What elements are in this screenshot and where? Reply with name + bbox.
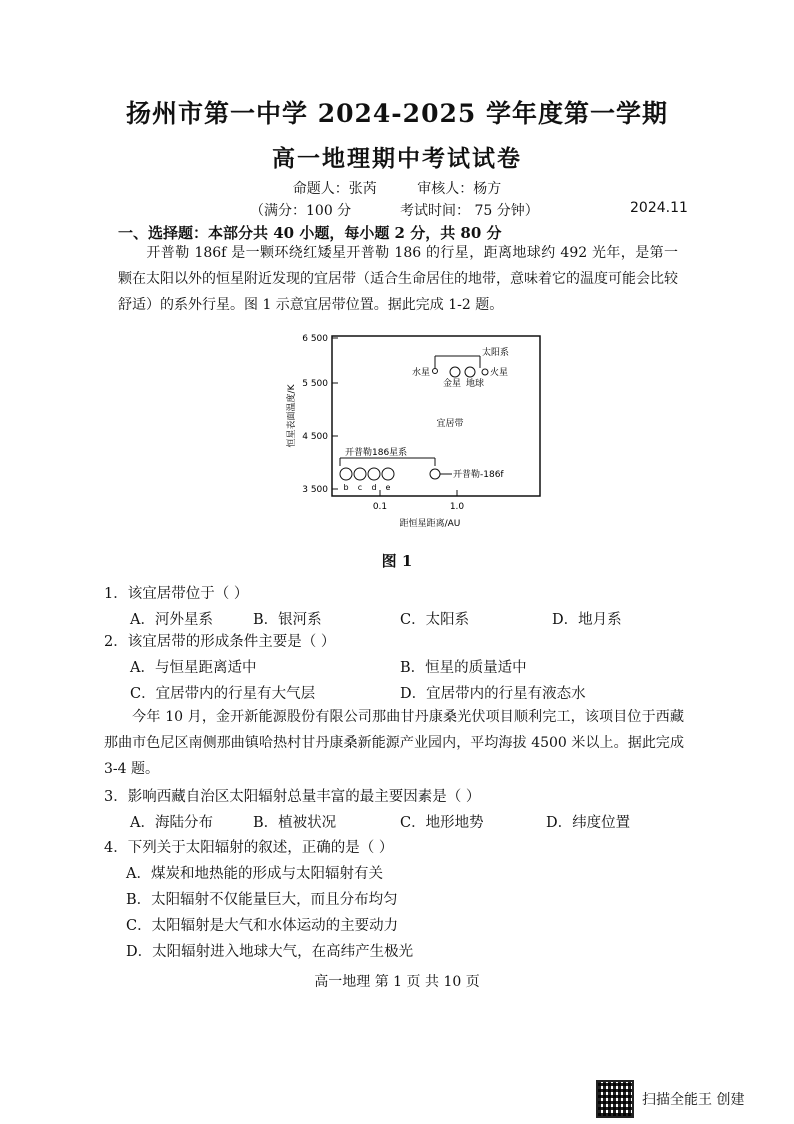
q4-option-c: C．太阳辐射是大气和水体运动的主要动力 [126, 918, 399, 934]
figure-caption: 图 1 [381, 552, 413, 570]
venus-label: 金星 [442, 379, 462, 389]
watermark-text: 扫描全能王 创建 [642, 1092, 745, 1108]
reviewer: 审核人：杨方 [417, 181, 502, 197]
exam-date: 2024.11 [630, 200, 688, 216]
exam-subtitle: 高一地理期中考试试卷 [272, 145, 522, 172]
q2-option-d: D．宜居带内的行星有液态水 [400, 686, 586, 702]
q1-option-c: C．太阳系 [400, 612, 470, 628]
question-3-stem: 3．影响西藏自治区太阳辐射总量丰富的最主要因素是（ ） [104, 789, 481, 805]
y-tick-label: 4 500 [302, 432, 328, 442]
planet-d-label: d [371, 483, 377, 492]
mars-label: 火星 [490, 368, 509, 378]
q4-option-d: D．太阳辐射进入地球大气，在高纬产生极光 [126, 944, 414, 960]
x-tick-label: 1.0 [449, 502, 465, 512]
y-axis-label: 恒星表面温度/K [287, 384, 297, 448]
author: 命题人：张芮 [292, 181, 377, 197]
q1-option-d: D．地月系 [552, 612, 622, 628]
q2-option-b: B．恒星的质量适中 [400, 660, 527, 676]
kepler-186f-label: 开普勒-186f [453, 470, 504, 480]
q4-option-a: A．煤炭和地热能的形成与太阳辐射有关 [126, 866, 383, 882]
q1-option-a: A．河外星系 [130, 612, 213, 628]
solar-system-label: 太阳系 [482, 348, 510, 358]
planet-e-label: e [385, 483, 391, 492]
planet-c-icon [354, 468, 366, 480]
q1-option-b: B．银河系 [253, 612, 322, 628]
qr-code-icon [596, 1080, 634, 1118]
planet-e-icon [382, 468, 394, 480]
exam-title: 扬州市第一中学 2024-2025 学年度第一学期 [126, 99, 668, 128]
exam-staff [0, 178, 794, 198]
q4-option-b: B．太阳辐射不仅能量巨大，而且分布均匀 [126, 892, 398, 908]
scanner-watermark [596, 1080, 744, 1118]
x-tick-label: 0.1 [372, 502, 388, 512]
y-tick-label: 3 500 [302, 485, 328, 495]
section-heading: 一、选择题：本部分共 40 小题，每小题 2 分，共 80 分 [118, 224, 502, 242]
earth-icon [465, 367, 475, 377]
kepler-system-label: 开普勒186星系 [345, 448, 408, 458]
plot-frame [332, 336, 540, 496]
planet-c-label: c [357, 483, 363, 492]
habitable-zone-figure [280, 326, 560, 536]
exam-time: 考试时间： 75 分钟） [400, 203, 539, 219]
mercury-icon [433, 369, 438, 374]
earth-label: 地球 [465, 379, 485, 389]
planet-b-icon [340, 468, 352, 480]
habitable-zone-label: 宜居带 [436, 419, 464, 429]
q3-option-a: A．海陆分布 [130, 815, 213, 831]
kepler-186f-icon [430, 469, 440, 479]
passage-1 [118, 240, 678, 318]
q3-option-c: C．地形地势 [400, 815, 484, 831]
mercury-label: 水星 [411, 368, 430, 378]
y-tick-label: 5 500 [302, 379, 328, 389]
question-2-stem: 2．该宜居带的形成条件主要是（ ） [104, 634, 336, 650]
full-score: （满分：100 分 [250, 203, 352, 219]
q2-option-a: A．与恒星距离适中 [130, 660, 257, 676]
passage-2 [104, 704, 684, 782]
planet-b-label: b [343, 483, 349, 492]
page-footer: 高一地理 第 1 页 共 10 页 [314, 974, 480, 990]
x-axis-label: 距恒星距离/AU [399, 519, 461, 529]
venus-icon [450, 367, 460, 377]
q2-option-c: C．宜居带内的行星有大气层 [130, 686, 316, 702]
passage-2-text: 今年 10 月，金开新能源股份有限公司那曲甘丹康桑光伏项目顺利完工，该项目位于西藏那曲市色尼区南侧那曲镇哈热村甘丹康桑新能源产业园内，平均海拔 4500 米以上。据此完成 3-4 题。 [104, 709, 684, 777]
mars-icon [482, 369, 488, 375]
question-4-stem: 4．下列关于太阳辐射的叙述，正确的是（ ） [104, 840, 394, 856]
y-tick-label: 6 500 [302, 334, 328, 344]
q3-option-b: B．植被状况 [253, 815, 337, 831]
q3-option-d: D．纬度位置 [546, 815, 631, 831]
passage-1-text: 开普勒 186f 是一颗环绕红矮星开普勒 186 的行星，距离地球约 492 光年，是第一颗在太阳以外的恒星附近发现的宜居带（适合生命居住的地带，意味着它的温度可能会比较舒适）的系外行星。图 1 示意宜居带位置。据此完成 1-2 题。 [118, 245, 678, 313]
planet-d-icon [368, 468, 380, 480]
question-1-stem: 1．该宜居带位于（ ） [104, 586, 249, 602]
